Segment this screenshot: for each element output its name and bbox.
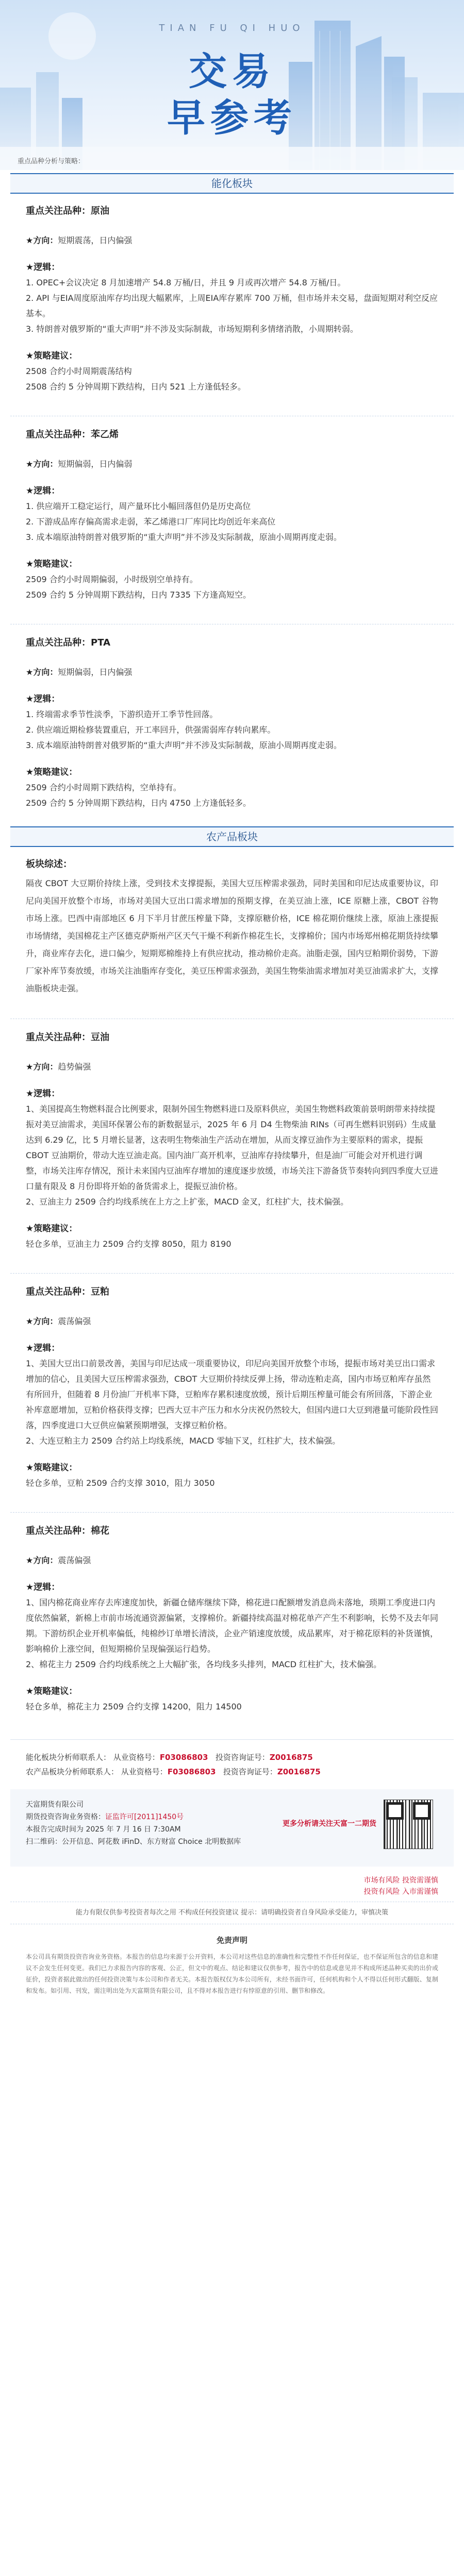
scan-prompt: 更多分析请关注天富一二期货 [283, 1820, 376, 1828]
focus-title: 重点关注品种：苯乙烯 [26, 429, 119, 440]
logic-item: 2、大连豆粕主力 2509 合约站上均线系统，MACD 零轴下叉，红柱扩大，技术偏强。 [26, 1436, 341, 1446]
logic-item: 2. API 与EIA周度原油库存均出现大幅累库，上周EIA库存累库 700 万桶，但市场并未交易，盘面短期对利空反应基本。 [26, 293, 438, 318]
strategy-label: ★策略建议： [26, 351, 78, 361]
focus-title: 重点关注品种：原油 [26, 206, 109, 216]
focus-title: 重点关注品种：豆粕 [26, 1286, 109, 1297]
banner-pinyin: TIAN FU QI HUO [159, 23, 305, 33]
disclaimer [10, 1933, 454, 1996]
company-cert-row [26, 1811, 438, 1823]
overview-title: 板块综述： [26, 859, 72, 870]
block-crude [10, 201, 454, 407]
direction-label: ★方向： [26, 459, 58, 469]
focus-title: 重点关注品种：PTA [26, 637, 111, 648]
strategy-item: 轻仓多单，棉花主力 2509 合约支撑 14200，阻力 14500 [26, 1702, 242, 1711]
strategy-item: 2508 合约小时周期震荡结构 [26, 366, 132, 376]
divider [10, 407, 454, 416]
logic-item: 2、棉花主力 2509 合约均线系统之上大幅扩张，各均线多头排列，MACD 红柱扩大，技术偏强。 [26, 1659, 382, 1669]
disclaimer-title: 免责声明 [216, 1936, 247, 1945]
strategy-item: 轻仓多单，豆油主力 2509 合约支撑 8050，阻力 8190 [26, 1239, 231, 1249]
logic-item: 1、国内棉花商业库存去库速度加快，新疆仓储库继续下降，棉花进口配额增发消息尚未落地，琐期工季度进口内度依然偏紧，新棉上市前市场流通资源偏紧，支撑棉价。新疆持续高温对棉花单产产生不利影响，长势不及去年同期。下游纺织企业开机率偏低，纯棉纱订单增长清淡，企业产销速度放缓，成品累库，对于棉花原料的补货谨慎，影响棉价上涨空间，但短期棉价呈现偏强运行趋势。 [26, 1598, 439, 1654]
qualification-number: F03086803 [167, 1767, 216, 1776]
divider [10, 615, 454, 624]
invest-label: 投资咨询证号： [223, 1767, 277, 1776]
block-cotton [10, 1521, 454, 1727]
contact-row-agri [26, 1765, 438, 1779]
logic-label: ★逻辑： [26, 1089, 60, 1099]
logic-item: 3. 成本端原油特朗普对俄罗斯的“重大声明”并不涉及实际制裁，原油小周期再度走弱。 [26, 740, 342, 750]
focus-title: 重点关注品种：豆油 [26, 1032, 109, 1043]
strategy-item: 2509 合约小时周期偏弱，小时级别空单持有。 [26, 574, 198, 584]
banner-title-line2: 早参考 [167, 96, 297, 140]
divider [10, 1010, 454, 1019]
data-sources: 扫二维码：公开信息、阿花数 iFinD、东方财富 Choice 北明数据库 [26, 1838, 241, 1846]
block-soyoil [10, 1027, 454, 1264]
logic-item: 3. 特朗普对俄罗斯的“重大声明”并不涉及实际制裁，市场短期利多情绪消散，小周期转弱。 [26, 324, 358, 334]
direction-value: 趋势偏强 [58, 1062, 91, 1072]
direction-row [26, 1553, 438, 1568]
logic-item: 1. OPEC+会议决定 8 月加速增产 54.8 万桶/日，并且 9 月或再次增产 54.8 万桶/日。 [26, 278, 346, 287]
qr-code-icon[interactable] [384, 1800, 433, 1849]
direction-value: 短期震荡，日内偏强 [58, 235, 132, 245]
direction-label: ★方向： [26, 1062, 58, 1072]
direction-label: ★方向： [26, 667, 58, 677]
company-info [10, 1789, 454, 1867]
banner-subtitle: 重点品种分析与策略： [18, 158, 85, 165]
direction-label: ★方向： [26, 1316, 58, 1326]
logic-item: 1. 终端需求季节性淡季，下游织造开工季节性回落。 [26, 709, 218, 719]
disclaimer-text: 本公司具有期货投资咨询业务资格。本报告的信息均来源于公开资料，本公司对这些信息的准确性和完整性不作任何保证，也不保证所包含的信息和建议不会发生任何变更。我们已力求报告内容的客观、公正，但文中的观点、结论和建议仅供参考，报告中的信息或意见并不构成所述品种买卖的出价或征价，投资者据此做出的任何投资决策与本公司和作者无关。本报告版权仅为本公司所有，未经书面许可，任何机构和个人不得以任何形式翻版、复制和发布。如引用、刊发，需注明出处为天富期货有限公司，且不得对本报告进行有悖原意的引用、删节和修改。 [26, 1953, 438, 1994]
banner-title-line1: 交易 [189, 49, 275, 94]
slogan-line: 市场有风险 投资需谨慎 [363, 1876, 438, 1885]
contact-prefix: 农产品板块分析师联系人： [26, 1767, 119, 1776]
strategy-label: ★策略建议： [26, 1686, 78, 1697]
strategy-item: 2509 合约小时周期下跌结构，空单持有。 [26, 783, 181, 792]
logic-item: 2. 供应端近期检修装置重启，开工率回升，供强需弱库存转向累库。 [26, 725, 276, 735]
report-date: 本报告完成时间为 2025 年 7 月 16 日 7:30AM [26, 1825, 181, 1834]
block-pta [10, 633, 454, 823]
direction-value: 震荡偏强 [58, 1555, 91, 1565]
focus-title: 重点关注品种：棉花 [26, 1526, 109, 1536]
block-styrene [10, 425, 454, 615]
cert-number: 证监许可[2011]1450号 [105, 1813, 184, 1821]
qualification-label: 从业资格号： [121, 1767, 168, 1776]
strategy-label: ★策略建议： [26, 1463, 78, 1473]
slogan-line: 投资有风险 入市需谨慎 [363, 1888, 438, 1896]
direction-label: ★方向： [26, 1555, 58, 1565]
strategy-label: ★策略建议： [26, 1224, 78, 1234]
agri-overview [10, 854, 454, 1010]
strategy-item: 2509 合约 5 分钟周期下跌结构，日内 4750 上方逢低轻多。 [26, 798, 252, 808]
block-soymeal [10, 1282, 454, 1503]
direction-row [26, 665, 438, 680]
strategy-label: ★策略建议： [26, 767, 78, 777]
risk-slogan [10, 1875, 454, 1897]
qualification-number: F03086803 [159, 1753, 208, 1762]
footnote: 能力有限仅供参考投资者每次之用 不构成任何投资建议 提示：请明确投资者自身风险承受能力，审慎决策 [10, 1902, 454, 1924]
qualification-label: 从业资格号： [113, 1753, 160, 1762]
section-header-agri: 农产品板块 [10, 826, 454, 847]
company-name: 天富期货有限公司 [26, 1801, 84, 1809]
direction-row [26, 456, 438, 472]
logic-label: ★逻辑： [26, 1582, 60, 1592]
banner [0, 0, 464, 170]
logic-item: 1、美国大豆出口前景改善，美国与印尼达成一项重要协议，印尼向美国开放整个市场，提振市场对美豆出口需求增加的信心，且美国大豆压榨需求强劲，CBOT 大豆期价持续反弹上扬，带动连粕走高，国内市场豆粕库存虽然有所回升，但随着 8 月份油厂开机率下降，豆粕库存累积速度放缓，预计后期压榨量可能会有所回落，下游企业补库意愿增加，豆粕价格获得支撑；巴西大豆丰产压力和水分庆祝仍然较大，但国内进口大豆到港量可能阶段性回落，四季度进口大豆供应偏紧预期增强，支撑豆粕价格。 [26, 1359, 439, 1430]
direction-value: 震荡偏强 [58, 1316, 91, 1326]
logic-label: ★逻辑： [26, 486, 60, 496]
logic-label: ★逻辑： [26, 262, 60, 273]
divider [10, 1264, 454, 1274]
direction-row [26, 1314, 438, 1329]
divider [10, 1503, 454, 1513]
logic-label: ★逻辑： [26, 1343, 60, 1353]
strategy-label: ★策略建议： [26, 559, 78, 569]
strategy-item: 轻仓多单，豆粕 2509 合约支撑 3010，阻力 3050 [26, 1478, 215, 1488]
contact-prefix: 能化板块分析师联系人： [26, 1753, 111, 1762]
invest-number: Z0016875 [277, 1767, 321, 1776]
logic-item: 2、豆油主力 2509 合约均线系统在上方之上扩张，MACD 金叉，红柱扩大，技术偏强。 [26, 1197, 349, 1207]
logic-item: 2. 下游成品库存偏高需求走弱，苯乙烯港口厂库同比均创近年来高位 [26, 517, 276, 527]
overview-text: 隔夜 CBOT 大豆期价持续上涨，受到技术支撑提振，美国大豆压榨需求强劲，同时美国和印尼达成重要协议，印尼向美国开放整个市场，市场对美国大豆出口需求增加的预期支撑，在美豆油上涨，ICE 原糖上涨，CBOT 谷物市场上涨。巴西中南部地区 6 月下半月甘蔗压榨量下降，支撑原糖价格，ICE 棉花期价继续上涨，原油上涨提振市场情绪，美国棉花主产区德克萨斯州产区天气干燥不利新作棉花生长，支撑棉价；国内市场郑州棉花期货持续攀升，商业库存去化，进口偏少，短期郑棉维持上有供应扰动，推动棉价走高。油脂走强，国内豆粕期价弱势，下游厂家补库节奏放缓，市场关注油脂库存变化，美豆压榨需求强劲，美国生物柴油需求增加对美豆油需求扩大，支撑油脂板块走强。 [26, 878, 439, 993]
analyst-contact [10, 1739, 454, 1789]
section-header-energy: 能化板块 [10, 173, 454, 194]
direction-value: 短期偏弱，日内偏强 [58, 667, 132, 677]
contact-row-energy [26, 1750, 438, 1765]
logic-label: ★逻辑： [26, 694, 60, 704]
logic-item: 1. 供应端开工稳定运行，周产量环比小幅回落但仍是历史高位 [26, 501, 251, 511]
cert-label: 期货投资咨询业务资格： [26, 1813, 105, 1821]
invest-number: Z0016875 [269, 1753, 313, 1762]
strategy-item: 2509 合约 5 分钟周期下跌结构，日内 7335 下方逢高短空。 [26, 590, 252, 600]
direction-row [26, 233, 438, 248]
strategy-item: 2508 合约 5 分钟周期下跌结构，日内 521 上方逢低轻多。 [26, 382, 246, 392]
logic-item: 3. 成本端原油特朗普对俄罗斯的“重大声明”并不涉及实际制裁，原油小周期再度走弱。 [26, 532, 342, 542]
direction-value: 短期偏弱，日内偏弱 [58, 459, 132, 469]
direction-label: ★方向： [26, 235, 58, 245]
logic-item: 1、美国提高生物燃料混合比例要求，限制外国生物燃料进口及原料供应，美国生物燃料政策前景明朗带来持续提振对美豆油需求，美国环保署公布的新数据显示，2025 年 6 月 D4 生物柴油 RINs（可再生燃料识别码）生成量达到 6.29 亿，比 5 月增长显著，这表明生物柴油生产活动在增加，从而支撑豆油作为主要原料的需求，提振 CBOT 豆油期价，带动大连豆油走高。国内油厂高开机率，豆油库存持续攀升，但是油厂可能会对开机进行调整，市场关注库存情况，预计未来国内豆油库存增加的速度逐步放缓，市场关注下游备货节奏转向到四季度大豆进口量有限及 8 月份即将开始的备货需求上，提振豆油价格。 [26, 1104, 439, 1191]
direction-row [26, 1059, 438, 1075]
invest-label: 投资咨询证号： [215, 1753, 270, 1762]
